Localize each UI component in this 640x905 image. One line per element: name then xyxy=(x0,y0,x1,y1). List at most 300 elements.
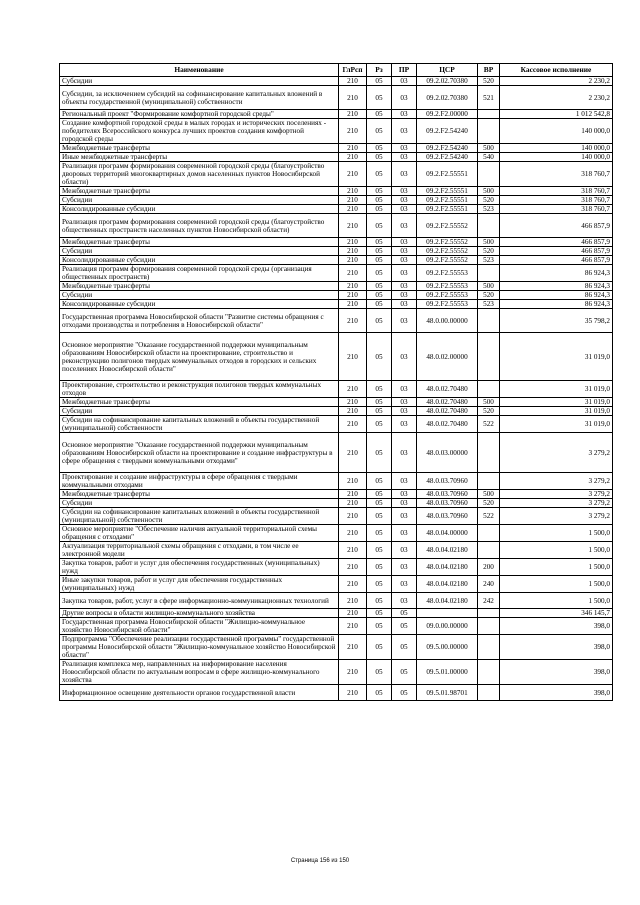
table-row xyxy=(60,635,613,660)
cell-expense-type xyxy=(478,333,500,381)
cell-amount: 1 012 542,8 xyxy=(500,110,613,119)
cell-amount: 2 230,2 xyxy=(500,77,613,86)
cell-name: Реализация программ формирования современной городской среды (организация общественных пространств) xyxy=(60,265,339,282)
cell-expense-type xyxy=(478,265,500,282)
cell-section: 05 xyxy=(367,398,392,407)
cell-target-article: 48.0.02.00000 xyxy=(417,333,478,381)
cell-expense-type: 521 xyxy=(478,86,500,110)
cell-section: 05 xyxy=(367,381,392,398)
cell-grbs: 210 xyxy=(339,238,367,247)
table-row xyxy=(60,525,613,542)
cell-grbs: 210 xyxy=(339,153,367,162)
cell-name: Субсидии xyxy=(60,499,339,508)
cell-section: 05 xyxy=(367,153,392,162)
cell-section: 05 xyxy=(367,300,392,309)
header-cash-execution: Кассовое исполнение xyxy=(500,64,613,77)
cell-target-article: 48.0.03.70960 xyxy=(417,499,478,508)
cell-subsection: 03 xyxy=(392,407,417,416)
cell-expense-type xyxy=(478,162,500,187)
cell-expense-type: 500 xyxy=(478,144,500,153)
cell-name: Субсидии на софинансирование капитальных вложений в объекты государственной (муниципальной) собственности xyxy=(60,416,339,433)
cell-subsection: 03 xyxy=(392,187,417,196)
cell-subsection: 03 xyxy=(392,398,417,407)
cell-section: 05 xyxy=(367,77,392,86)
cell-expense-type xyxy=(478,660,500,685)
cell-target-article: 48.0.03.70960 xyxy=(417,490,478,499)
cell-grbs: 210 xyxy=(339,119,367,144)
cell-expense-type: 520 xyxy=(478,77,500,86)
table-row xyxy=(60,473,613,490)
cell-name: Субсидии, за исключением субсидий на софинансирование капитальных вложений в объекты государственной (муниципальной) собственности xyxy=(60,86,339,110)
cell-target-article: 48.0.00.00000 xyxy=(417,309,478,333)
cell-subsection: 03 xyxy=(392,238,417,247)
table-row xyxy=(60,407,613,416)
cell-name: Основное мероприятие "Обеспечение наличия актуальной территориальной схемы обращения с отходами" xyxy=(60,525,339,542)
cell-expense-type xyxy=(478,618,500,635)
cell-grbs: 210 xyxy=(339,490,367,499)
table-header-row xyxy=(60,64,613,77)
cell-expense-type: 240 xyxy=(478,576,500,593)
cell-expense-type: 500 xyxy=(478,490,500,499)
cell-subsection: 03 xyxy=(392,247,417,256)
cell-amount: 35 798,2 xyxy=(500,309,613,333)
cell-expense-type xyxy=(478,214,500,238)
cell-subsection: 03 xyxy=(392,542,417,559)
cell-grbs: 210 xyxy=(339,309,367,333)
cell-expense-type xyxy=(478,525,500,542)
cell-amount: 318 760,7 xyxy=(500,205,613,214)
cell-target-article: 09.2.F2.54240 xyxy=(417,153,478,162)
cell-subsection: 03 xyxy=(392,110,417,119)
cell-section: 05 xyxy=(367,309,392,333)
cell-name: Создание комфортной городской среды в малых городах и исторических поселениях - победителях Всероссийского конкурса лучших проектов создания комфортной городской среды xyxy=(60,119,339,144)
cell-amount: 398,0 xyxy=(500,685,613,701)
cell-grbs: 210 xyxy=(339,110,367,119)
cell-subsection: 03 xyxy=(392,576,417,593)
cell-expense-type: 540 xyxy=(478,153,500,162)
cell-name: Подпрограмма "Обеспечение реализации государственной программы" государственной программы Новосибирской области "Жилищно-коммунальное хозяйство Новосибирской области" xyxy=(60,635,339,660)
cell-section: 05 xyxy=(367,576,392,593)
cell-amount: 466 857,9 xyxy=(500,214,613,238)
table-row xyxy=(60,238,613,247)
cell-amount: 318 760,7 xyxy=(500,196,613,205)
header-section: Рз xyxy=(367,64,392,77)
table-row xyxy=(60,291,613,300)
cell-expense-type: 520 xyxy=(478,247,500,256)
cell-target-article: 48.0.03.70960 xyxy=(417,508,478,525)
cell-subsection: 05 xyxy=(392,635,417,660)
cell-grbs: 210 xyxy=(339,559,367,576)
cell-grbs: 210 xyxy=(339,300,367,309)
cell-name: Субсидии xyxy=(60,196,339,205)
cell-amount: 86 924,3 xyxy=(500,265,613,282)
cell-target-article: 09.2.F2.55553 xyxy=(417,282,478,291)
cell-subsection: 03 xyxy=(392,593,417,609)
table-row xyxy=(60,490,613,499)
cell-expense-type xyxy=(478,542,500,559)
cell-target-article: 09.2.F2.55551 xyxy=(417,187,478,196)
cell-expense-type: 523 xyxy=(478,205,500,214)
table-row xyxy=(60,214,613,238)
cell-section: 05 xyxy=(367,196,392,205)
cell-target-article: 09.2.F2.55551 xyxy=(417,196,478,205)
table-row xyxy=(60,416,613,433)
cell-target-article: 09.2.F2.55553 xyxy=(417,265,478,282)
cell-expense-type: 500 xyxy=(478,187,500,196)
cell-name: Иные закупки товаров, работ и услуг для обеспечения государственных (муниципальных) нужд xyxy=(60,576,339,593)
cell-target-article: 48.0.03.70960 xyxy=(417,473,478,490)
cell-section: 05 xyxy=(367,559,392,576)
cell-expense-type: 522 xyxy=(478,416,500,433)
cell-section: 05 xyxy=(367,291,392,300)
cell-name: Информационное освещение деятельности органов государственной власти xyxy=(60,685,339,701)
cell-expense-type xyxy=(478,685,500,701)
cell-grbs: 210 xyxy=(339,187,367,196)
cell-name: Межбюджетные трансферты xyxy=(60,398,339,407)
cell-target-article: 09.2.F2.55552 xyxy=(417,238,478,247)
cell-section: 05 xyxy=(367,282,392,291)
cell-amount: 86 924,3 xyxy=(500,300,613,309)
cell-section: 05 xyxy=(367,490,392,499)
cell-amount: 3 279,2 xyxy=(500,473,613,490)
cell-grbs: 210 xyxy=(339,398,367,407)
cell-section: 05 xyxy=(367,542,392,559)
cell-name: Консолидированные субсидии xyxy=(60,300,339,309)
cell-amount: 466 857,9 xyxy=(500,247,613,256)
cell-expense-type xyxy=(478,119,500,144)
cell-section: 05 xyxy=(367,247,392,256)
cell-grbs: 210 xyxy=(339,381,367,398)
cell-name: Реализация комплекса мер, направленных на информирование населения Новосибирской области по актуальным вопросам в сфере жилищно-коммунального хозяйства xyxy=(60,660,339,685)
cell-subsection: 03 xyxy=(392,416,417,433)
cell-target-article: 09.5.01.00000 xyxy=(417,660,478,685)
cell-grbs: 210 xyxy=(339,86,367,110)
cell-grbs: 210 xyxy=(339,618,367,635)
cell-grbs: 210 xyxy=(339,473,367,490)
table-row xyxy=(60,542,613,559)
cell-expense-type xyxy=(478,609,500,618)
cell-name: Актуализация территориальной схемы обращения с отходами, в том числе ее электронной модели xyxy=(60,542,339,559)
cell-name: Межбюджетные трансферты xyxy=(60,490,339,499)
cell-amount: 398,0 xyxy=(500,618,613,635)
budget-table-sheet xyxy=(59,63,612,701)
cell-target-article: 09.2.F2.54240 xyxy=(417,119,478,144)
cell-subsection: 05 xyxy=(392,618,417,635)
table-row xyxy=(60,398,613,407)
cell-subsection: 03 xyxy=(392,265,417,282)
cell-subsection: 03 xyxy=(392,153,417,162)
cell-subsection: 03 xyxy=(392,291,417,300)
cell-subsection: 03 xyxy=(392,214,417,238)
cell-expense-type xyxy=(478,433,500,473)
cell-section: 05 xyxy=(367,525,392,542)
cell-target-article: 09.5.00.00000 xyxy=(417,635,478,660)
cell-target-article: 09.0.00.00000 xyxy=(417,618,478,635)
cell-expense-type: 500 xyxy=(478,282,500,291)
header-name: Наименование xyxy=(60,64,339,77)
cell-grbs: 210 xyxy=(339,196,367,205)
cell-section: 05 xyxy=(367,609,392,618)
cell-amount: 1 500,0 xyxy=(500,542,613,559)
cell-target-article: 09.2.F2.55553 xyxy=(417,291,478,300)
cell-subsection: 03 xyxy=(392,309,417,333)
cell-amount: 86 924,3 xyxy=(500,282,613,291)
page-footer: Страница 156 из 150 xyxy=(290,858,350,864)
cell-expense-type: 523 xyxy=(478,300,500,309)
cell-target-article: 48.0.02.70480 xyxy=(417,398,478,407)
cell-section: 05 xyxy=(367,618,392,635)
table-row xyxy=(60,86,613,110)
cell-expense-type: 522 xyxy=(478,508,500,525)
cell-grbs: 210 xyxy=(339,499,367,508)
cell-subsection: 03 xyxy=(392,381,417,398)
cell-section: 05 xyxy=(367,508,392,525)
table-row xyxy=(60,247,613,256)
cell-subsection: 03 xyxy=(392,499,417,508)
cell-target-article: 48.0.03.00000 xyxy=(417,433,478,473)
cell-target-article: 09.2.F2.00000 xyxy=(417,110,478,119)
cell-name: Консолидированные субсидии xyxy=(60,256,339,265)
cell-target-article: 48.0.02.70480 xyxy=(417,407,478,416)
cell-grbs: 210 xyxy=(339,407,367,416)
table-row xyxy=(60,144,613,153)
cell-expense-type: 523 xyxy=(478,256,500,265)
cell-amount: 466 857,9 xyxy=(500,256,613,265)
cell-target-article: 48.0.04.00000 xyxy=(417,525,478,542)
cell-target-article: 48.0.02.70480 xyxy=(417,381,478,398)
table-row xyxy=(60,508,613,525)
cell-name: Реализация программ формирования современной городской среды (благоустройство общественных пространств населенных пунктов Новосибирской области) xyxy=(60,214,339,238)
cell-amount: 318 760,7 xyxy=(500,162,613,187)
cell-amount: 3 279,2 xyxy=(500,508,613,525)
header-expense-type: ВР xyxy=(478,64,500,77)
cell-expense-type xyxy=(478,110,500,119)
cell-amount: 1 500,0 xyxy=(500,593,613,609)
cell-expense-type: 520 xyxy=(478,499,500,508)
cell-section: 05 xyxy=(367,86,392,110)
cell-grbs: 210 xyxy=(339,609,367,618)
cell-grbs: 210 xyxy=(339,214,367,238)
cell-section: 05 xyxy=(367,593,392,609)
cell-grbs: 210 xyxy=(339,542,367,559)
table-row xyxy=(60,205,613,214)
cell-section: 05 xyxy=(367,635,392,660)
cell-target-article: 09.2.F2.55551 xyxy=(417,205,478,214)
cell-grbs: 210 xyxy=(339,162,367,187)
cell-amount: 31 019,0 xyxy=(500,398,613,407)
cell-amount: 398,0 xyxy=(500,660,613,685)
cell-grbs: 210 xyxy=(339,508,367,525)
table-row xyxy=(60,333,613,381)
cell-grbs: 210 xyxy=(339,291,367,300)
cell-name: Закупка товаров, работ, услуг в сфере информационно-коммуникационных технологий xyxy=(60,593,339,609)
cell-target-article: 09.2.F2.55552 xyxy=(417,214,478,238)
cell-amount: 3 279,2 xyxy=(500,499,613,508)
cell-subsection: 03 xyxy=(392,473,417,490)
cell-name: Межбюджетные трансферты xyxy=(60,282,339,291)
cell-name: Межбюджетные трансферты xyxy=(60,144,339,153)
cell-name: Государственная программа Новосибирской области "Жилищно-коммунальное хозяйство Новосибирской области" xyxy=(60,618,339,635)
cell-target-article: 48.0.04.02180 xyxy=(417,559,478,576)
cell-subsection: 05 xyxy=(392,609,417,618)
cell-name: Субсидии на софинансирование капитальных вложений в объекты государственной (муниципальной) собственности xyxy=(60,508,339,525)
cell-grbs: 210 xyxy=(339,333,367,381)
cell-name: Субсидии xyxy=(60,291,339,300)
cell-grbs: 210 xyxy=(339,282,367,291)
cell-grbs: 210 xyxy=(339,685,367,701)
cell-amount: 346 145,7 xyxy=(500,609,613,618)
cell-name: Субсидии xyxy=(60,247,339,256)
cell-target-article: 09.2.02.70380 xyxy=(417,86,478,110)
cell-amount: 31 019,0 xyxy=(500,381,613,398)
cell-amount: 3 279,2 xyxy=(500,490,613,499)
cell-expense-type: 520 xyxy=(478,407,500,416)
cell-subsection: 03 xyxy=(392,86,417,110)
cell-name: Закупка товаров, работ и услуг для обеспечения государственных (муниципальных) нужд xyxy=(60,559,339,576)
cell-target-article: 48.0.04.02180 xyxy=(417,593,478,609)
cell-section: 05 xyxy=(367,416,392,433)
cell-name: Государственная программа Новосибирской области "Развитие системы обращения с отходами производства и потребления в Новосибирской области" xyxy=(60,309,339,333)
cell-amount: 1 500,0 xyxy=(500,525,613,542)
table-row xyxy=(60,593,613,609)
cell-amount: 1 500,0 xyxy=(500,559,613,576)
cell-subsection: 03 xyxy=(392,490,417,499)
cell-grbs: 210 xyxy=(339,416,367,433)
cell-amount: 140 000,0 xyxy=(500,144,613,153)
cell-grbs: 210 xyxy=(339,525,367,542)
header-target-article: ЦСР xyxy=(417,64,478,77)
table-row xyxy=(60,381,613,398)
cell-target-article: 09.2.F2.55552 xyxy=(417,247,478,256)
cell-grbs: 210 xyxy=(339,635,367,660)
cell-section: 05 xyxy=(367,473,392,490)
cell-target-article: 09.2.02.70380 xyxy=(417,77,478,86)
table-row xyxy=(60,162,613,187)
cell-section: 05 xyxy=(367,256,392,265)
cell-grbs: 210 xyxy=(339,256,367,265)
table-row xyxy=(60,559,613,576)
cell-section: 05 xyxy=(367,685,392,701)
table-row xyxy=(60,499,613,508)
cell-target-article xyxy=(417,609,478,618)
table-row xyxy=(60,660,613,685)
cell-amount: 31 019,0 xyxy=(500,407,613,416)
table-row xyxy=(60,309,613,333)
cell-name: Межбюджетные трансферты xyxy=(60,238,339,247)
table-row xyxy=(60,153,613,162)
cell-expense-type: 200 xyxy=(478,559,500,576)
table-row xyxy=(60,618,613,635)
cell-grbs: 210 xyxy=(339,433,367,473)
cell-section: 05 xyxy=(367,433,392,473)
cell-expense-type xyxy=(478,381,500,398)
table-row xyxy=(60,187,613,196)
cell-name: Иные межбюджетные трансферты xyxy=(60,153,339,162)
cell-target-article: 48.0.04.02180 xyxy=(417,542,478,559)
cell-section: 05 xyxy=(367,205,392,214)
cell-section: 05 xyxy=(367,660,392,685)
cell-section: 05 xyxy=(367,214,392,238)
cell-amount: 2 230,2 xyxy=(500,86,613,110)
table-row xyxy=(60,685,613,701)
budget-table xyxy=(59,63,613,701)
cell-amount: 86 924,3 xyxy=(500,291,613,300)
cell-subsection: 03 xyxy=(392,77,417,86)
cell-subsection: 03 xyxy=(392,559,417,576)
cell-subsection: 05 xyxy=(392,660,417,685)
cell-subsection: 03 xyxy=(392,162,417,187)
cell-amount: 1 500,0 xyxy=(500,576,613,593)
cell-target-article: 09.2.F2.55553 xyxy=(417,300,478,309)
cell-expense-type xyxy=(478,473,500,490)
cell-grbs: 210 xyxy=(339,593,367,609)
cell-amount: 466 857,9 xyxy=(500,238,613,247)
cell-subsection: 03 xyxy=(392,119,417,144)
cell-amount: 140 000,0 xyxy=(500,153,613,162)
cell-subsection: 03 xyxy=(392,433,417,473)
cell-expense-type: 500 xyxy=(478,398,500,407)
cell-name: Субсидии xyxy=(60,407,339,416)
cell-grbs: 210 xyxy=(339,144,367,153)
header-subsection: ПР xyxy=(392,64,417,77)
cell-name: Консолидированные субсидии xyxy=(60,205,339,214)
cell-grbs: 210 xyxy=(339,660,367,685)
cell-name: Основное мероприятие "Оказание государственной поддержки муниципальным образованиям Новосибирской области на проектирование и создание инфраструктуры в сфере обращения с твердыми коммунальными отходами" xyxy=(60,433,339,473)
cell-section: 05 xyxy=(367,407,392,416)
cell-expense-type xyxy=(478,635,500,660)
cell-subsection: 03 xyxy=(392,144,417,153)
table-row xyxy=(60,110,613,119)
cell-name: Проектирование, строительство и реконструкция полигонов твердых коммунальных отходов xyxy=(60,381,339,398)
cell-grbs: 210 xyxy=(339,576,367,593)
table-row xyxy=(60,609,613,618)
cell-target-article: 09.5.01.98701 xyxy=(417,685,478,701)
cell-amount: 31 019,0 xyxy=(500,416,613,433)
cell-target-article: 09.2.F2.54240 xyxy=(417,144,478,153)
cell-section: 05 xyxy=(367,119,392,144)
table-row xyxy=(60,256,613,265)
cell-expense-type xyxy=(478,309,500,333)
cell-subsection: 03 xyxy=(392,525,417,542)
cell-section: 05 xyxy=(367,144,392,153)
header-grbs: ГлРсп xyxy=(339,64,367,77)
cell-name: Проектирование и создание инфраструктуры в сфере обращения с твердыми коммунальными отходами xyxy=(60,473,339,490)
cell-amount: 318 760,7 xyxy=(500,187,613,196)
table-row xyxy=(60,196,613,205)
cell-amount: 31 019,0 xyxy=(500,333,613,381)
cell-section: 05 xyxy=(367,238,392,247)
cell-name: Региональный проект "Формирование комфортной городской среды" xyxy=(60,110,339,119)
table-body xyxy=(60,77,613,701)
cell-subsection: 03 xyxy=(392,508,417,525)
table-row xyxy=(60,282,613,291)
cell-name: Субсидии xyxy=(60,77,339,86)
cell-section: 05 xyxy=(367,265,392,282)
cell-section: 05 xyxy=(367,499,392,508)
table-row xyxy=(60,265,613,282)
cell-grbs: 210 xyxy=(339,77,367,86)
cell-section: 05 xyxy=(367,187,392,196)
cell-target-article: 09.2.F2.55552 xyxy=(417,256,478,265)
cell-expense-type: 520 xyxy=(478,291,500,300)
cell-expense-type: 500 xyxy=(478,238,500,247)
table-row xyxy=(60,77,613,86)
cell-name: Основное мероприятие "Оказание государственной поддержки муниципальным образованиям Новосибирской области на проектирование, строительство и реконструкцию полигонов твердых коммунальных отходов в городских и сельских поселениях Новосибирской области" xyxy=(60,333,339,381)
cell-section: 05 xyxy=(367,110,392,119)
cell-name: Другие вопросы в области жилищно-коммунального хозяйства xyxy=(60,609,339,618)
table-row xyxy=(60,576,613,593)
cell-target-article: 09.2.F2.55551 xyxy=(417,162,478,187)
